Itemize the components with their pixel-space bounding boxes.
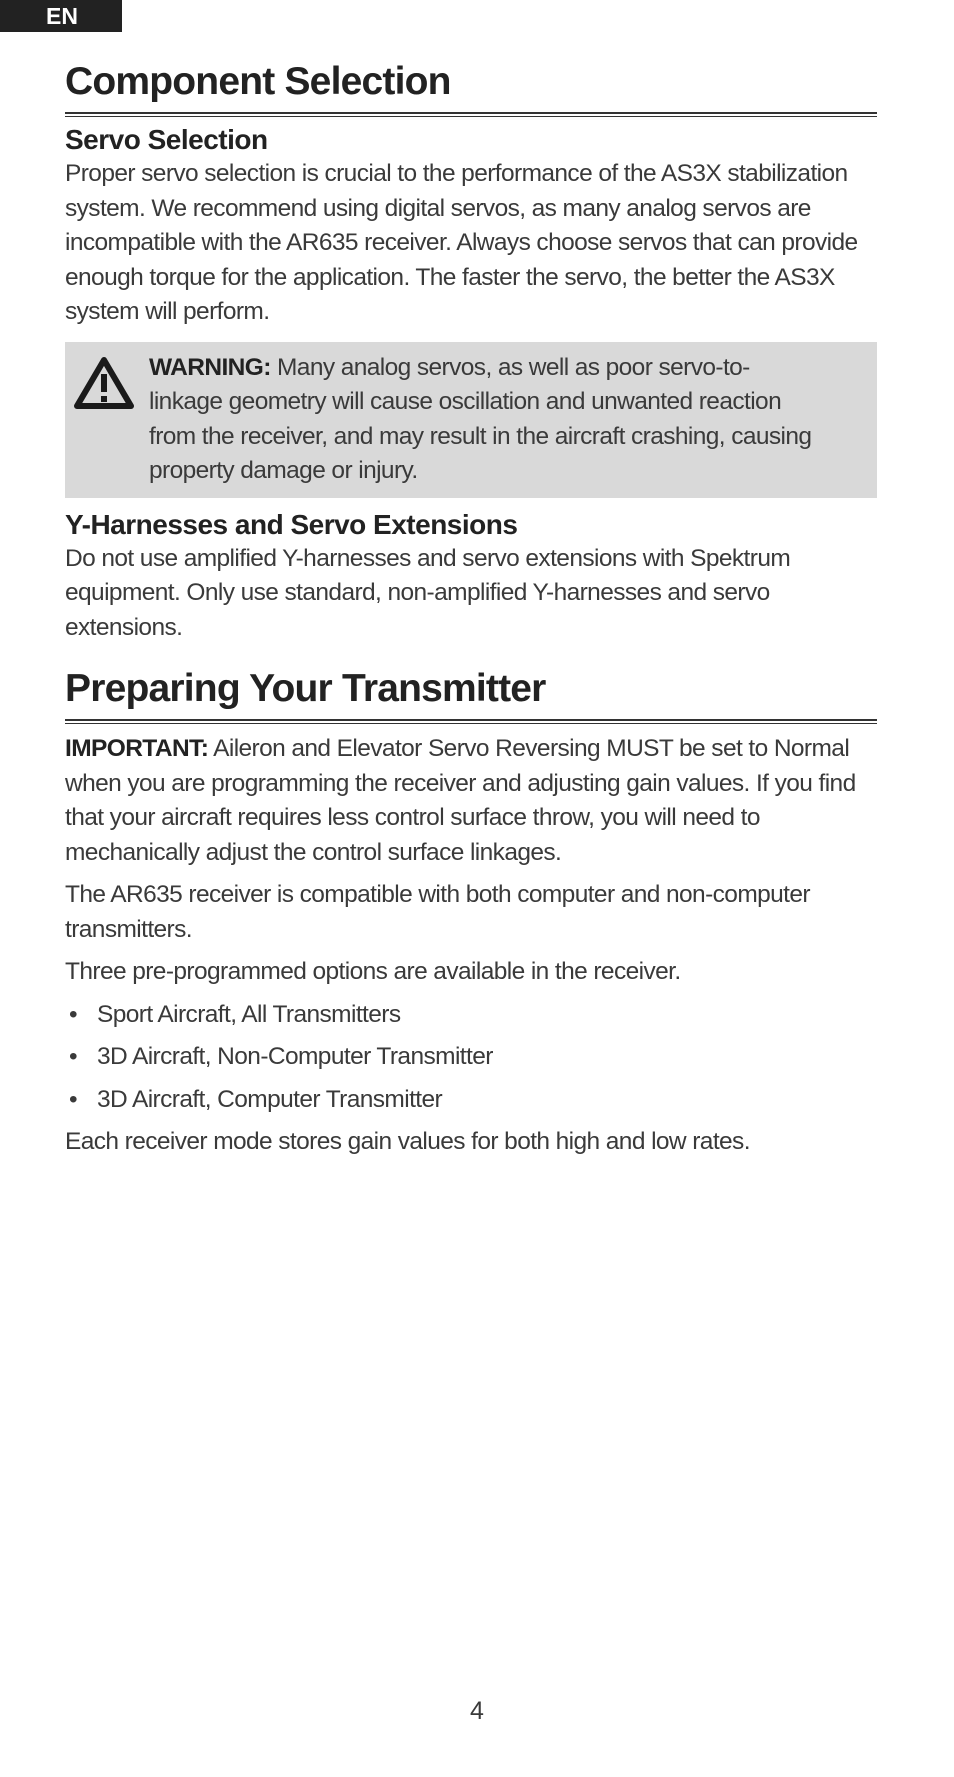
modes-paragraph: Each receiver mode stores gain values for both high and low rates. [65, 1128, 750, 1155]
page-content [65, 56, 877, 1160]
list-item [65, 998, 877, 1033]
list-item-label: Sport Aircraft, All Transmitters [97, 1000, 401, 1028]
title-divider [65, 719, 877, 724]
list-item-label: 3D Aircraft, Non-Computer Transmitter [97, 1043, 493, 1070]
y-harnesses-title: Y-Harnesses and Servo Extensions [65, 508, 518, 540]
servo-selection-title: Servo Selection [65, 124, 268, 155]
component-selection-title: Component Selection [65, 60, 451, 103]
options-intro-paragraph: Three pre-programmed options are available in the receiver. [65, 958, 681, 985]
warning-message: Many analog servos, as well as poor servo-to-linkage geometry will cause oscillation and unwanted reaction from the receiver, and may result in the aircraft crashing, causing property damage or injury. [149, 353, 812, 484]
important-label: IMPORTANT: [65, 735, 209, 762]
language-tab: EN [0, 0, 122, 32]
title-divider [65, 112, 877, 117]
y-harnesses-paragraph: Do not use amplified Y-harnesses and servo extensions with Spektrum equipment. Only use standard, non-amplified Y-harnesses and servo extensions. [65, 544, 791, 641]
bullet-icon: • [69, 1043, 77, 1070]
servo-selection-paragraph: Proper servo selection is crucial to the performance of the AS3X stabilization system. We recommend using digital servos, as many analog servos are incompatible with the AR635 receiver. Always choose servos that can provide enough torque for the application. The faster the servo, the better the AS3X system will perform. [65, 160, 858, 325]
list-item [65, 1083, 877, 1118]
preparing-transmitter-title: Preparing Your Transmitter [65, 667, 546, 710]
bullet-icon: • [69, 1085, 77, 1113]
bullet-icon: • [69, 1000, 77, 1028]
list-item-label: 3D Aircraft, Computer Transmitter [97, 1085, 443, 1113]
warning-label: WARNING: [149, 353, 271, 381]
warning-triangle-icon [73, 351, 141, 489]
compatibility-paragraph: The AR635 receiver is compatible with both computer and non-computer transmitters. [65, 881, 810, 943]
important-paragraph [65, 732, 877, 870]
warning-box [65, 342, 877, 498]
options-list [65, 998, 877, 1118]
important-message: Aileron and Elevator Servo Reversing MUST be set to Normal when you are programming the receiver and adjusting gain values. If you find that your aircraft requires less control surface throw, you will need to mechanically adjust the control surface linkages. [65, 735, 856, 866]
warning-text [149, 351, 817, 489]
list-item [65, 1040, 877, 1075]
page-number: 4 [470, 1697, 484, 1725]
